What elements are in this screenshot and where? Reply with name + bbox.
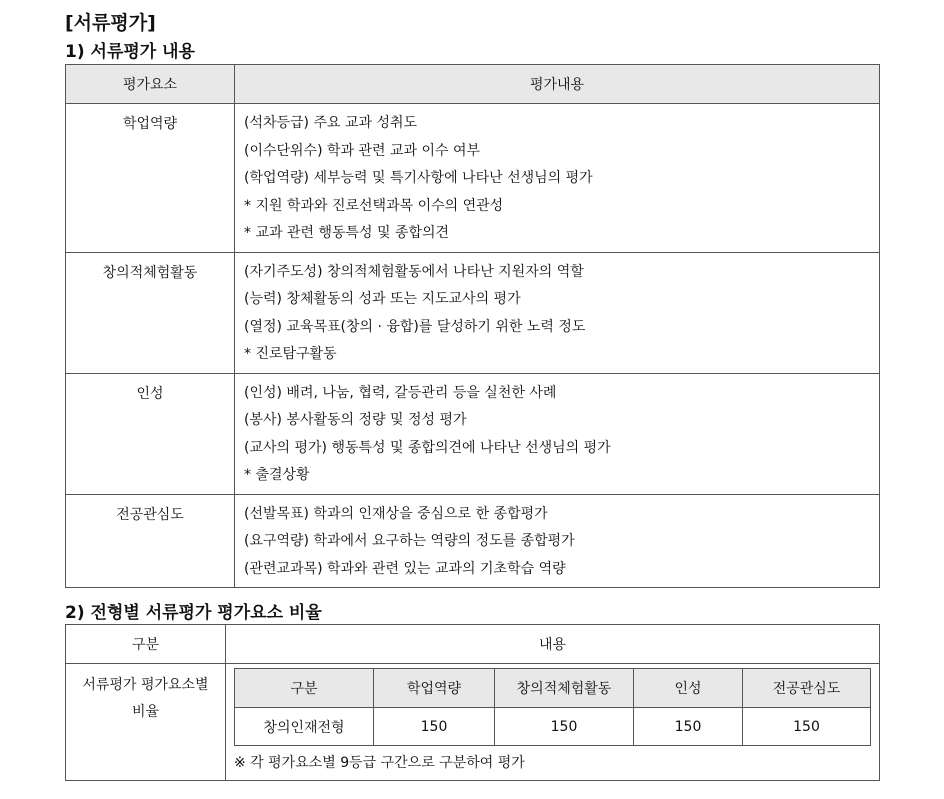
content-line: (인성) 배려, 나눔, 협력, 갈등관리 등을 실천한 사례 xyxy=(244,384,557,401)
evaluation-content-table xyxy=(65,64,880,588)
content-line: (요구역량) 학과에서 요구하는 역량의 정도를 종합평가 xyxy=(244,533,575,549)
inner-cell: 150 xyxy=(374,708,495,746)
row-label-line: 비율 xyxy=(131,704,160,720)
table-header-row xyxy=(66,65,880,104)
inner-header: 인성 xyxy=(634,669,743,708)
table-header-row xyxy=(66,625,880,664)
content-line: (봉사) 봉사활동의 정량 및 정성 평가 xyxy=(244,412,467,428)
row-content xyxy=(235,494,880,588)
table-row xyxy=(66,664,880,781)
row-category: 인성 xyxy=(66,373,235,494)
table-row xyxy=(66,252,880,373)
row-content xyxy=(226,664,880,781)
content-line: (능력) 창체활동의 성과 또는 지도교사의 평가 xyxy=(244,291,521,307)
section1-heading: 1) 서류평가 내용 xyxy=(65,42,195,62)
col-header-element: 평가요소 xyxy=(66,65,235,104)
col-header-content: 평가내용 xyxy=(235,65,880,104)
inner-header: 학업역량 xyxy=(374,669,495,708)
row-label-line: 서류평가 평가요소별 xyxy=(82,677,209,693)
row-category: 창의적체험활동 xyxy=(66,252,235,373)
table-row xyxy=(66,373,880,494)
row-content xyxy=(235,104,880,253)
table-row xyxy=(66,104,880,253)
footnote: ※ 각 평가요소별 9등급 구간으로 구분하여 평가 xyxy=(234,755,525,771)
table-row xyxy=(66,494,880,588)
section2-heading: 2) 전형별 서류평가 평가요소 비율 xyxy=(65,603,322,623)
content-line: * 교과 관련 행동특성 및 종합의견 xyxy=(244,225,450,241)
content-line: (석차등급) 주요 교과 성취도 xyxy=(244,115,418,131)
inner-header: 창의적체험활동 xyxy=(495,669,634,708)
col-header-content: 내용 xyxy=(226,625,880,664)
content-line: (열정) 교육목표(창의 · 융합)를 달성하기 위한 노력 정도 xyxy=(244,318,586,335)
ratio-inner-table xyxy=(234,668,871,746)
inner-cell: 150 xyxy=(634,708,743,746)
ratio-table xyxy=(65,624,880,781)
content-line: * 지원 학과와 진로선택과목 이수의 연관성 xyxy=(244,197,504,214)
inner-cell: 150 xyxy=(495,708,634,746)
inner-data-row xyxy=(235,708,871,746)
content-line: (학업역량) 세부능력 및 특기사항에 나타난 선생님의 평가 xyxy=(244,170,593,186)
content-line: * 진로탐구활동 xyxy=(244,346,337,362)
content-line: (교사의 평가) 행동특성 및 종합의견에 나타난 선생님의 평가 xyxy=(244,439,611,456)
content-line: (이수단위수) 학과 관련 교과 이수 여부 xyxy=(244,142,481,159)
row-content xyxy=(235,373,880,494)
inner-cell: 창의인재전형 xyxy=(235,708,374,746)
row-category: 전공관심도 xyxy=(66,494,235,588)
content-line: (자기주도성) 창의적체험활동에서 나타난 지원자의 역할 xyxy=(244,263,584,280)
col-header-division: 구분 xyxy=(66,625,226,664)
content-line: * 출결상황 xyxy=(244,467,310,483)
content-line: (관련교과목) 학과와 관련 있는 교과의 기초학습 역량 xyxy=(244,560,566,577)
row-category: 학업역량 xyxy=(66,104,235,253)
inner-header-row xyxy=(235,669,871,708)
document-title: [서류평가] xyxy=(65,12,156,34)
inner-cell: 150 xyxy=(743,708,871,746)
inner-header: 전공관심도 xyxy=(743,669,871,708)
row-content xyxy=(235,252,880,373)
row-label xyxy=(66,664,226,781)
content-line: (선발목표) 학과의 인재상을 중심으로 한 종합평가 xyxy=(244,505,548,522)
inner-header: 구분 xyxy=(235,669,374,708)
